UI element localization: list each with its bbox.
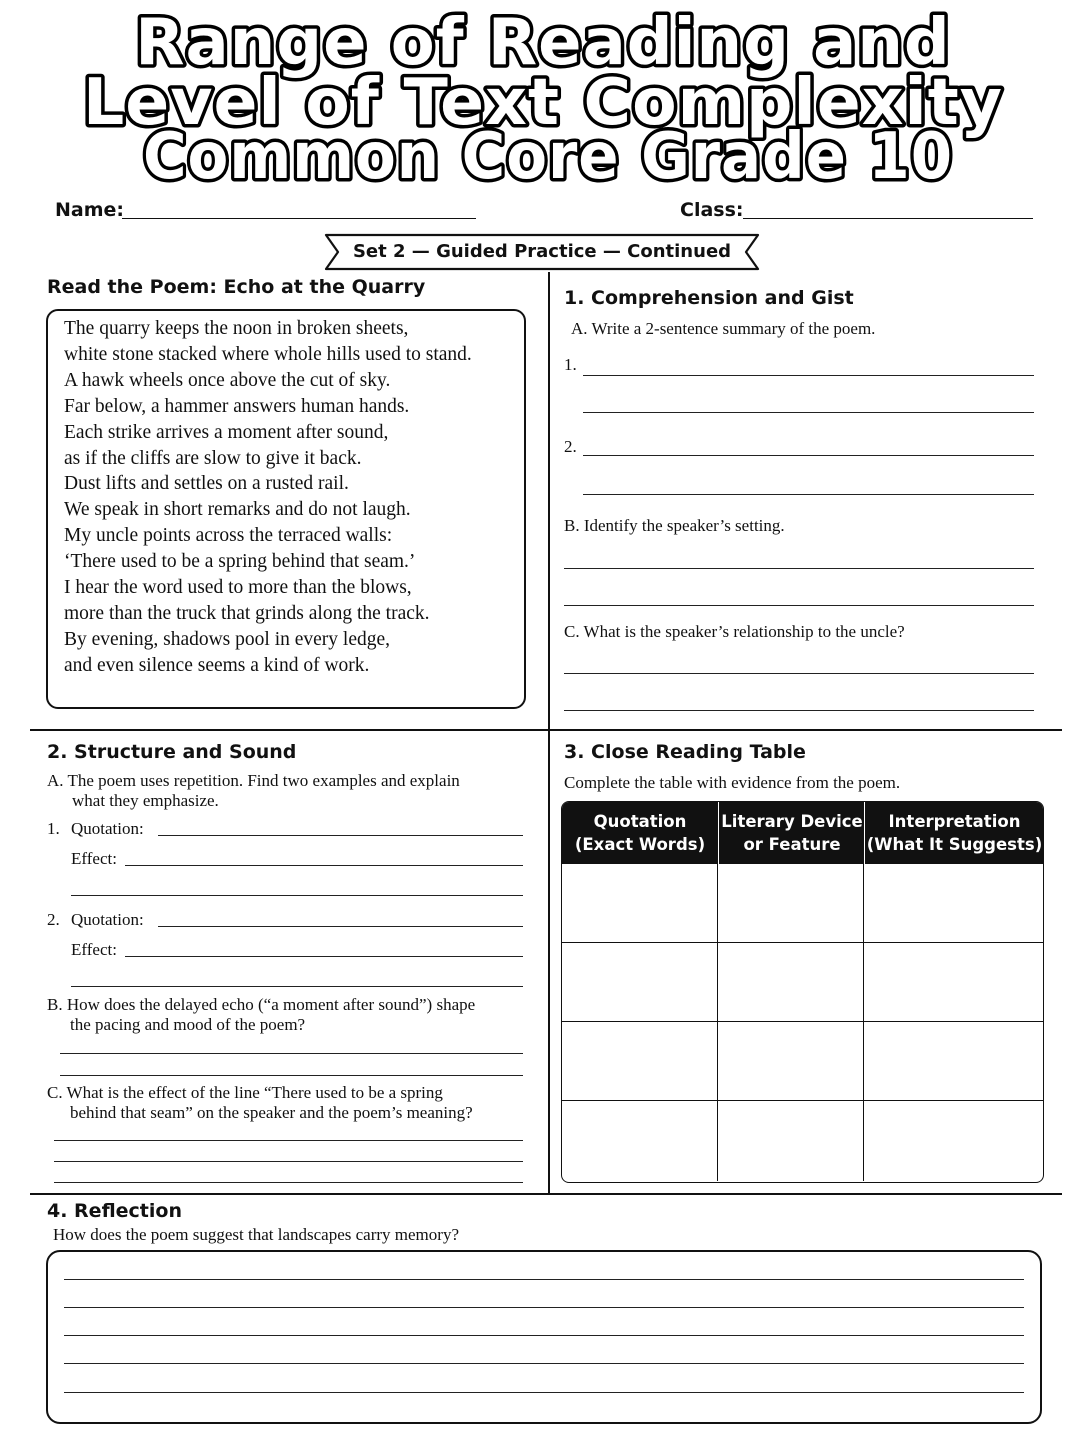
section-2-question-a: A. The poem uses repetition. Find two examples and explain [47,771,460,790]
poem-line: A hawk wheels once above the cut of sky. [64,369,391,391]
column-header-literary-device [718,802,865,864]
effect-1-field-2[interactable] [71,895,523,896]
reflection-line-2[interactable] [64,1307,1024,1308]
name-field[interactable] [122,218,476,219]
effect-2-field-2[interactable] [71,986,523,987]
table-cell[interactable] [718,1022,864,1101]
title-line-2: Level of Text Complexity [83,66,1003,140]
banner-text: Set 2 — Guided Practice — Continued [352,241,732,262]
table-cell[interactable] [562,943,718,1022]
echo-answer-line-1[interactable] [60,1053,523,1054]
section-2-question-b-cont: the pacing and mood of the poem? [70,1015,306,1034]
poem-heading: Read the Poem: Echo at the Quarry [47,276,426,298]
poem-line: as if the cliffs are slow to give it back. [64,447,362,469]
summary-1-line-2[interactable] [583,412,1034,413]
reflection-line-5[interactable] [64,1392,1024,1393]
poem-line: We speak in short remarks and do not laugh. [64,499,411,521]
column-header-quotation-line-2: (Exact Words) [574,835,706,854]
echo-answer-line-2[interactable] [60,1075,523,1076]
table-cell[interactable] [562,864,718,943]
section-3-heading: 3. Close Reading Table [564,741,806,763]
effect-1-field[interactable] [125,865,523,866]
close-reading-table [561,801,1044,1183]
poem-line: The quarry keeps the noon in broken sheets, [64,318,409,339]
poem-line: I hear the word used to more than the blows, [64,577,412,598]
section-4-heading: 4. Reflection [47,1200,182,1222]
column-header-interpretation-line-1: Interpretation [888,812,1021,831]
title-line-1: Range of Reading and [135,6,951,80]
column-header-quotation-line-1: Quotation [593,812,687,831]
section-divider-middle [30,729,1062,731]
setting-answer-line-2[interactable] [564,605,1034,606]
column-header-interpretation [864,802,1044,864]
table-cell[interactable] [718,1101,864,1181]
section-2-question-b: B. How does the delayed echo (“a moment after sound”) shape [47,995,476,1014]
spring-answer-line-3[interactable] [54,1182,523,1183]
summary-2-line-2[interactable] [583,494,1034,495]
column-header-interpretation-line-2: (What It Suggests) [866,835,1043,854]
table-cell[interactable] [864,943,1044,1022]
poem-line: Dust lifts and settles on a rusted rail. [64,473,349,495]
class-label: Class: [680,199,744,221]
column-divider-top [548,272,550,730]
relationship-answer-line-2[interactable] [564,710,1034,711]
reflection-line-4[interactable] [64,1363,1024,1364]
column-header-device-line-2: or Feature [743,835,841,854]
effect-2-field[interactable] [125,956,523,957]
section-2-question-c-cont: behind that seam” on the speaker and the poem’s meaning? [70,1103,473,1122]
summary-1-line-1[interactable] [583,375,1034,376]
poem-line: white stone stacked where whole hills used to stand. [64,343,472,365]
title-line-3: Common Core Grade 10 [143,120,953,184]
quotation-1-number: 1. [47,819,60,838]
section-1-question-c: C. What is the speaker’s relationship to the uncle? [564,622,905,641]
poem-line: Each strike arrives a moment after sound, [64,421,389,443]
section-4-question: How does the poem suggest that landscapes carry memory? [53,1225,459,1244]
section-2-question-a-cont: what they emphasize. [72,791,219,810]
table-cell[interactable] [718,943,864,1022]
reflection-line-1[interactable] [64,1279,1024,1280]
quotation-2-label: Quotation: [71,910,144,929]
relationship-answer-line-1[interactable] [564,673,1034,674]
poem-line: Far below, a hammer answers human hands. [64,395,410,417]
table-header-row [562,802,1043,864]
poem-line: more than the truck that grinds along the track. [64,602,430,624]
quotation-2-number: 2. [47,910,60,929]
effect-1-label: Effect: [71,849,117,868]
setting-answer-line-1[interactable] [564,568,1034,569]
section-divider-lower [30,1193,1062,1195]
table-cell[interactable] [864,864,1044,943]
set-banner [322,233,762,271]
poem-line: My uncle points across the terraced walls: [64,525,393,547]
poem-line: and even silence seems a kind of work. [64,654,370,676]
section-1-heading: 1. Comprehension and Gist [564,287,854,309]
table-cell[interactable] [562,1022,718,1101]
quotation-1-field[interactable] [158,835,523,836]
section-1-question-b: B. Identify the speaker’s setting. [564,516,785,535]
table-cell[interactable] [562,1101,718,1181]
quotation-2-field[interactable] [158,926,523,927]
section-1-question-a: A. Write a 2-sentence summary of the poem. [571,319,876,338]
poem-line: By evening, shadows pool in every ledge, [64,628,391,650]
section-2-heading: 2. Structure and Sound [47,741,297,763]
section-2-question-c: C. What is the effect of the line “There used to be a spring [47,1083,443,1102]
table-cell[interactable] [864,1022,1044,1101]
summary-2-line-1[interactable] [583,455,1034,456]
worksheet-title [0,4,1086,184]
table-cell[interactable] [718,864,864,943]
table-cell[interactable] [864,1101,1044,1181]
summary-number-1: 1. [564,355,577,374]
effect-2-label: Effect: [71,940,117,959]
name-label: Name: [55,199,125,221]
class-field[interactable] [743,218,1033,219]
quotation-1-label: Quotation: [71,819,144,838]
column-header-device-line-1: Literary Device [721,812,863,831]
section-3-instruction: Complete the table with evidence from the poem. [564,773,901,792]
reflection-box [46,1250,1042,1424]
column-header-quotation [562,802,718,864]
column-divider-bottom [548,729,550,1194]
spring-answer-line-2[interactable] [54,1161,523,1162]
reflection-line-3[interactable] [64,1335,1024,1336]
spring-answer-line-1[interactable] [54,1140,523,1141]
poem-line: ‘There used to be a spring behind that seam.’ [64,551,416,573]
summary-number-2: 2. [564,437,577,456]
